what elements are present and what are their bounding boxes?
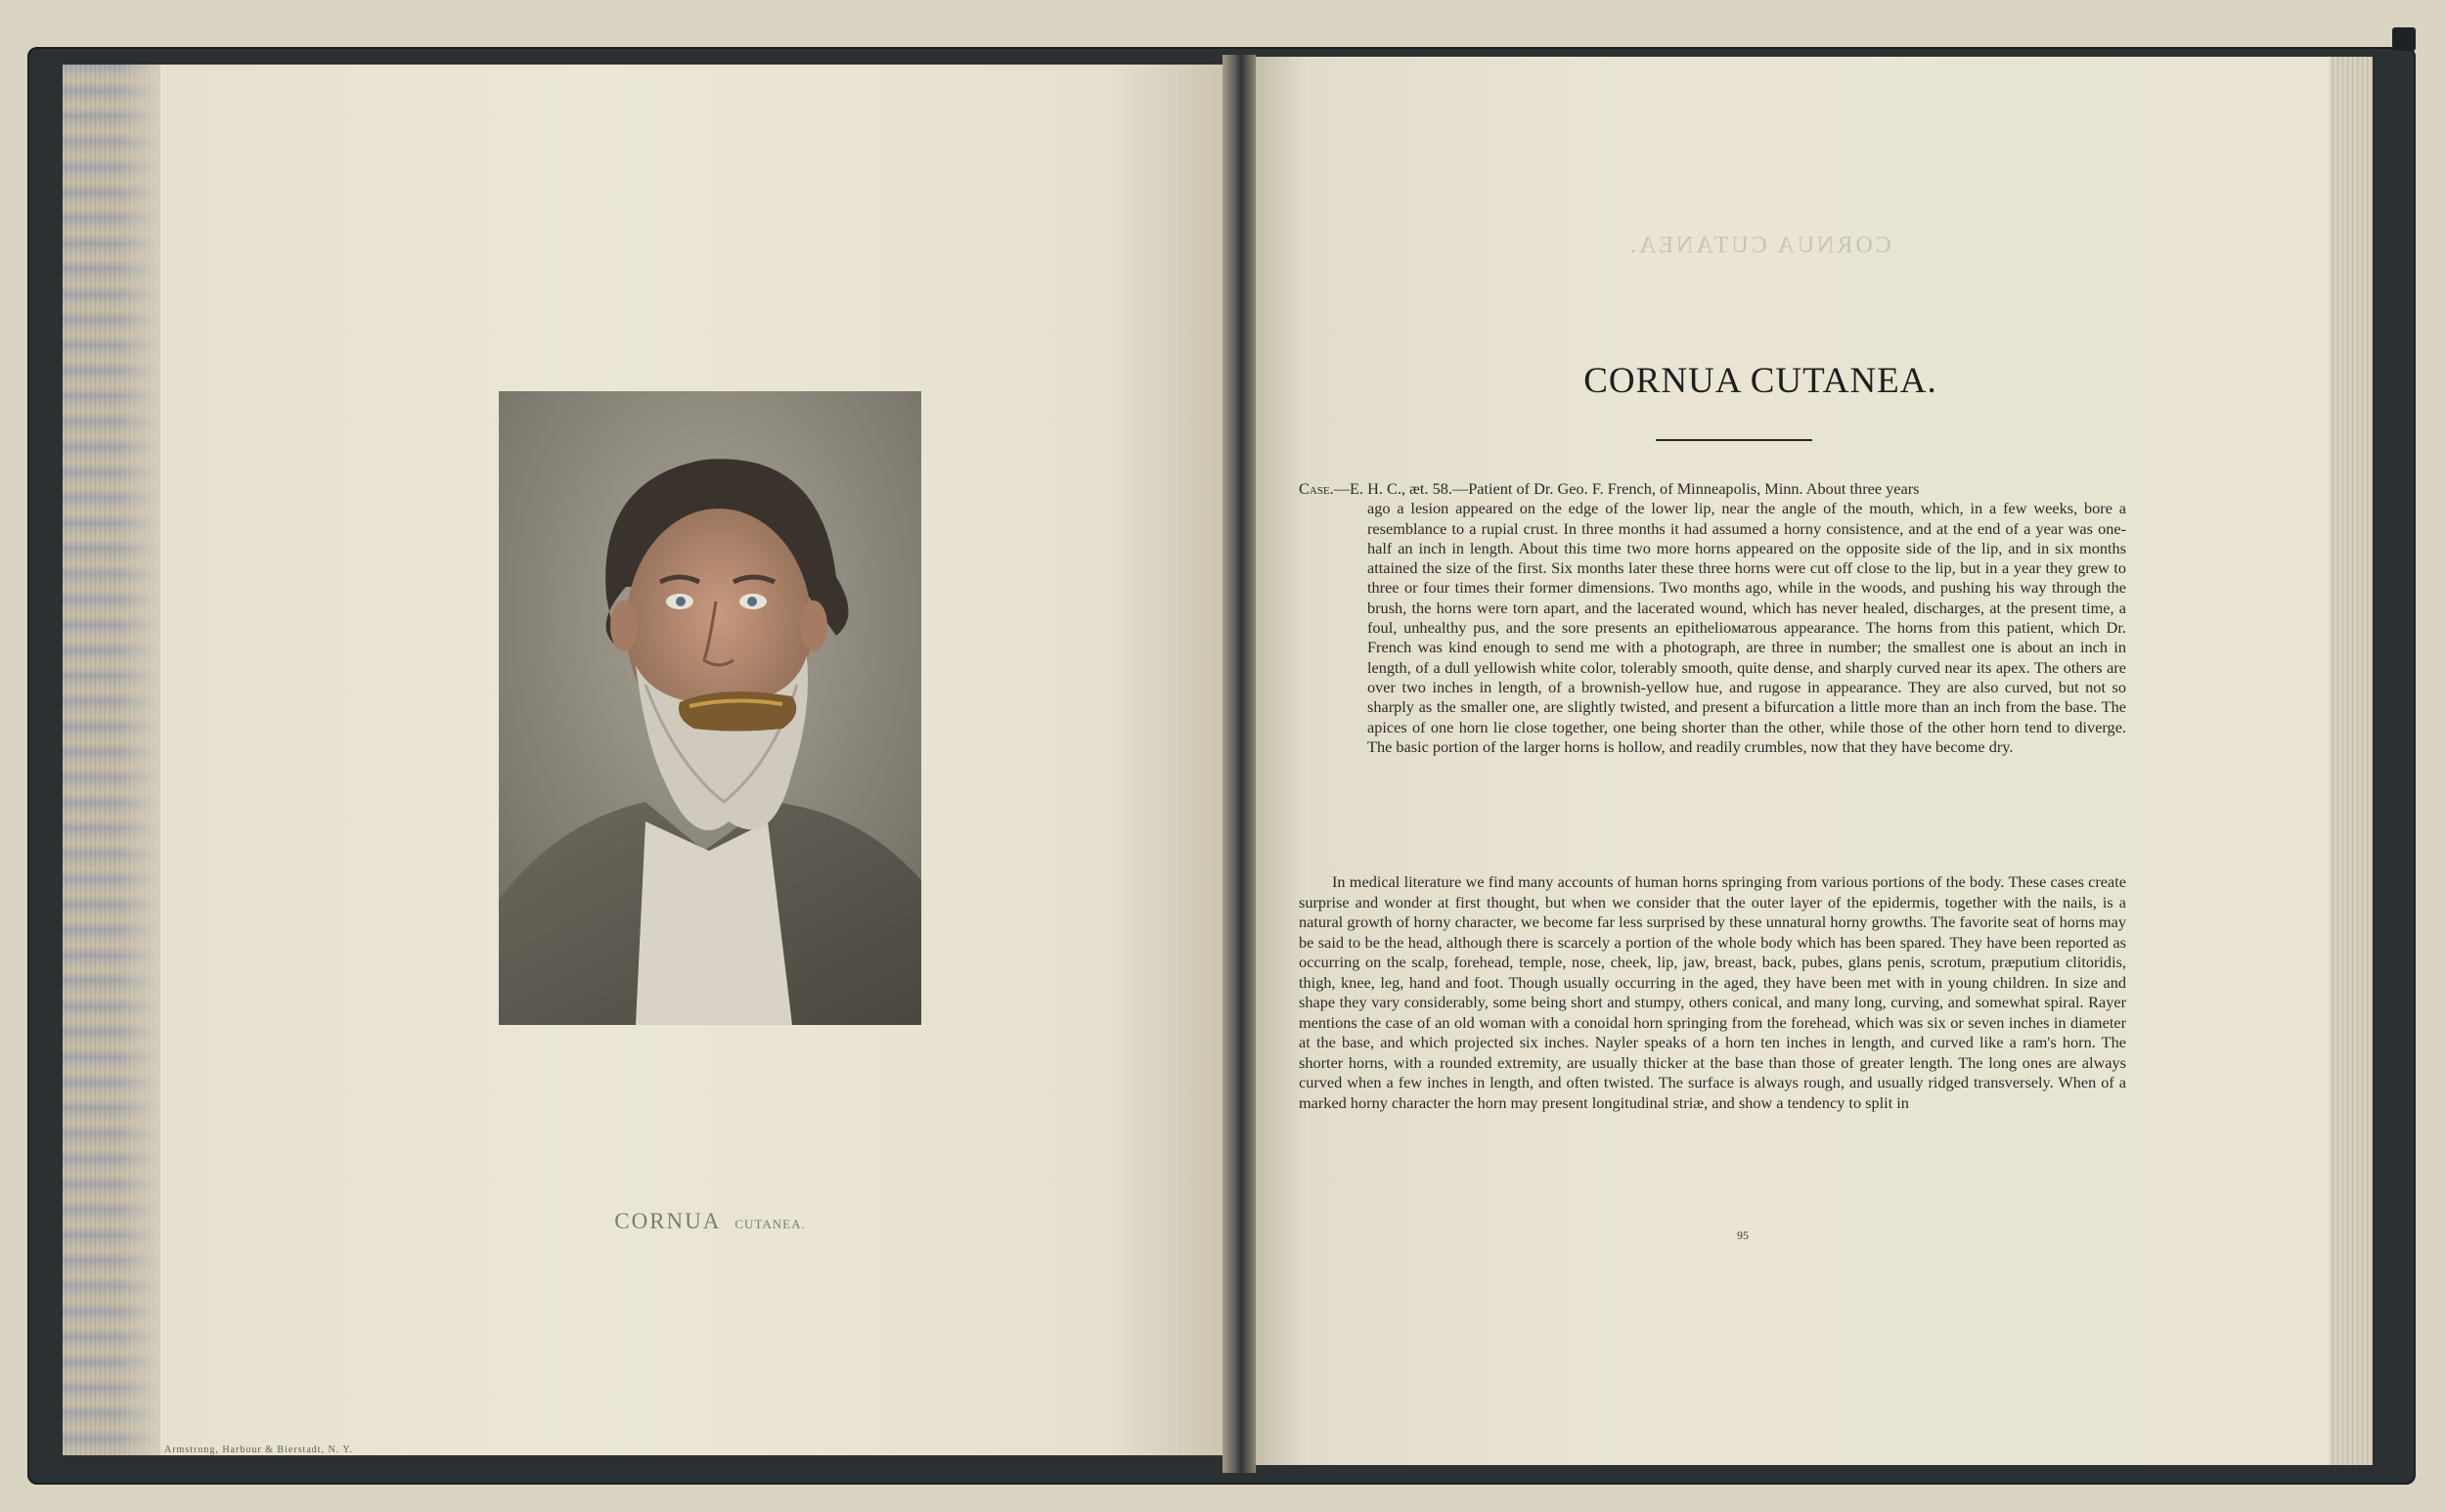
right-page-edges [2330, 57, 2373, 1465]
page-edge-fade [117, 65, 160, 1455]
plate-caption-sub: CUTANEA. [734, 1217, 806, 1231]
portrait-photograph [499, 391, 921, 1025]
title-rule [1656, 439, 1812, 441]
case-paragraph [1299, 479, 2126, 757]
page-number: 95 [1737, 1228, 1749, 1242]
page-title: CORNUA CUTANEA. [1583, 361, 1937, 401]
printer-imprint: Armstrong, Harbour & Bierstadt, N. Y. [164, 1445, 353, 1455]
case-lead-text: —E. H. C., æt. 58.—Patient of Dr. Geo. F. French, of Minneapolis, Minn. About three years [1333, 479, 1920, 498]
right-page [1242, 57, 2330, 1465]
case-text: ago a lesion appeared on the edge of the lower lip, near the angle of the mouth, which, in a few weeks, bore a resemblance to a rupial crust. In three months it had assumed a horny consistence, and at the end of a year was one-half an inch in length. About this time two more horns appeared on the opposite side of the lip, and in six months attained the size of the first. Six months later these three horns were cut off close to the lip, but in a year they grew to three or four times their former dimensions. Two months ago, while in the woods, and pushing his way through the brush, the horns were torn apart, and the lacerated wound, which has never healed, discharges, at the present time, a foul, unhealthy pus, and the sore presents an epithelioматous appearance. The horns from this patient, which Dr. French was kind enough to send me with a photograph, are three in number; the smallest one is about an inch in length, of a dull yellowish white color, tolerably smooth, quite dense, and sharply curved near its apex. The others are over two inches in length, of a brownish-yellow hue, and rugose in appearance. They are also curved, but not so sharply as the smaller one, are slightly twisted, and present a bifurcation a little more than an inch from the base. The apices of one horn lie close together, one being shorter than the other, while those of the other horn tend to diverge. The basic portion of the larger horns is hollow, and readily crumbles, now that they have become dry. [1367, 499, 2126, 756]
plate-caption-main: CORNUA [614, 1209, 722, 1233]
case-label: Case. [1299, 479, 1334, 498]
case-lead-line [1299, 479, 2126, 499]
plate-caption [509, 1209, 911, 1234]
cover-corner [2392, 27, 2416, 51]
book-gutter [1222, 55, 1256, 1473]
show-through-heading: CORNUA CUTANEA. [1627, 233, 1891, 258]
body-paragraph: In medical literature we find many accounts of human horns springing from various portions of the body. These cases create surprise and wonder at first thought, but when we consider that the outer layer of the epidermis, together with the nails, is a natural growth of horny character, we become far less surprised by these unnatural horny growths. The favorite seat of horns may be said to be the head, although there is scarcely a portion of the whole body which has been spared. They have been reported as occurring on the scalp, forehead, temple, nose, cheek, lip, jaw, breast, back, pubes, glans penis, scrotum, præputium clitoridis, thigh, knee, leg, hand and foot. Though usually occurring in the aged, they have been met with in young children. In size and shape they vary considerably, some being short and stumpy, others conical, and many long, curving, and somewhat spiral. Rayer mentions the case of an old woman with a conoidal horn springing from the forehead, which was six or seven inches in diameter at the base, and which projected six inches. Nayler speaks of a horn ten inches in length, and curved like a ram's horn. The shorter horns, with a rounded extremity, are usually thicker at the base than those of greater length. The long ones are always curved when a few inches in length, and often twisted. The surface is always rough, and usually ridged transversely. When of a marked horny character the horn may present longitudinal striæ, and show a tendency to split in [1299, 872, 2126, 1112]
